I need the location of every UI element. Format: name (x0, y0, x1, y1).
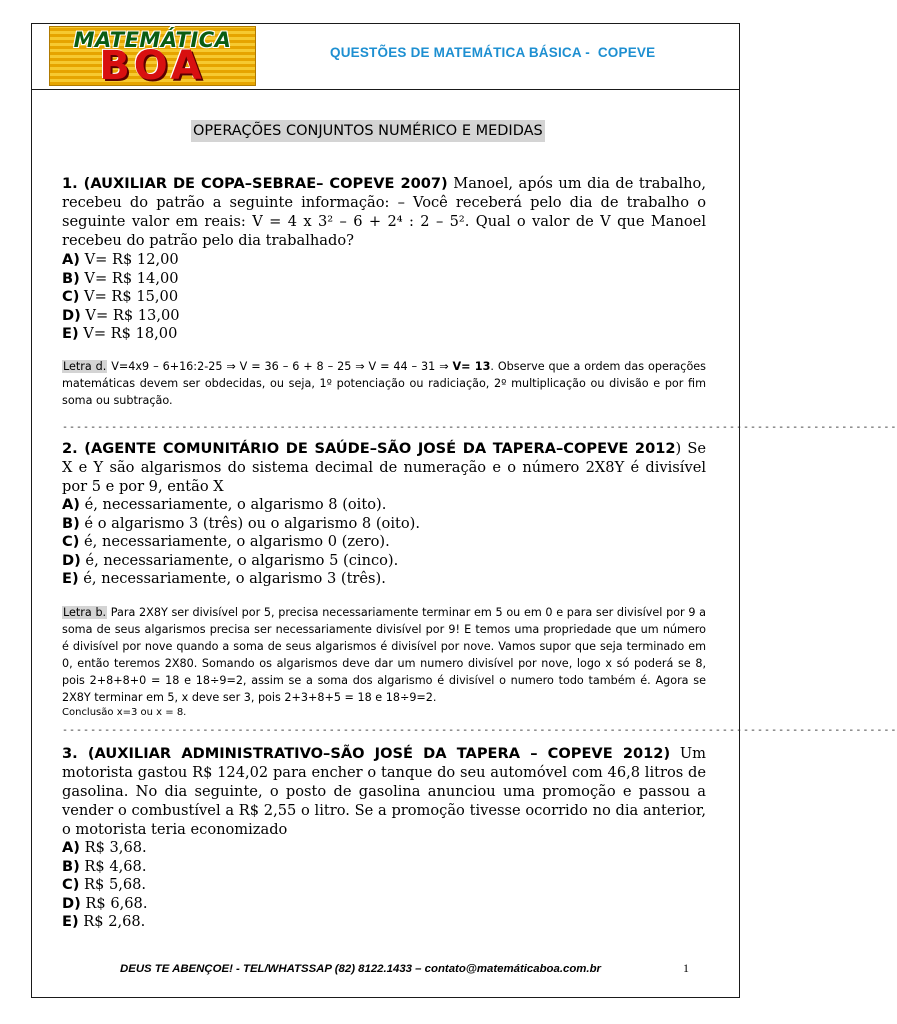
answer-tag: Letra d. (63, 359, 107, 373)
option-b: B) é o algarismo 3 (três) ou o algarismo 8 (oito). (62, 514, 420, 532)
separator-line: ----------------------------------------------------------------------------------------------------------------------- (62, 724, 897, 736)
option-d: D) V= R$ 13,00 (62, 306, 180, 324)
option-c: C) V= R$ 15,00 (62, 288, 179, 306)
question-2-conclusion: Conclusão x=3 ou x = 8. (62, 706, 187, 718)
question-3 (62, 744, 706, 932)
separator-line: ----------------------------------------------------------------------------------------------------------------------- (62, 421, 897, 433)
option-e: E) R$ 2,68. (62, 913, 146, 931)
question-3-statement (62, 744, 706, 839)
option-d: D) R$ 6,68. (62, 894, 148, 912)
document-content (62, 174, 897, 932)
question-1-text: Manoel, após um dia de trabalho, recebeu do patrão a seguinte informação: – Você receberá pelo dia de trabalho o seguinte valor em reais: V = 4 x 3² – 6 + 2⁴ : 2 – 5². Qual o valor de V que Manoel recebeu do patrão pelo dia trabalhado? (62, 175, 706, 249)
option-a: A) R$ 3,68. (62, 838, 147, 856)
option-c: C) R$ 5,68. (62, 876, 147, 894)
option-e: E) é, necessariamente, o algarismo 3 (três). (62, 570, 386, 588)
question-2-answer: Letra b. Para 2X8Y ser divisível por 5, precisa necessariamente terminar em 5 ou em 0 e para ser divisível por 9 a soma de seus algarismos precisa ser necessariamente divisível por 9! E temos uma propriedade que um número é divisível por nove quando a soma de seus algarismos é divisível por nove. Vamos supor que seja terminado em 0, então teremos 2X80. Somando os algarismos deve dar um numero divisível por nove, logo x só poderá se 8, pois 2+8+8+0 = 18 e 18÷9=2, assim se a soma dos algarismo é divisível o numero todo também é. Agora se 2X8Y terminar em 5, x deve ser 3, pois 2+3+8+5 = 18 e 18÷9=2. (62, 605, 706, 704)
matematica-boa-logo (49, 26, 256, 89)
question-1-options (62, 251, 706, 344)
question-3-options (62, 839, 706, 932)
question-1-heading: 1. (AUXILIAR DE COPA–SEBRAE– COPEVE 2007) (62, 175, 448, 192)
question-1-answer: Letra d. V=4x9 – 6+16:2-25 ⇒ V = 36 – 6 + 8 – 25 ⇒ V = 44 – 31 ⇒ V= 13. Observe que a ordem das operações matemáticas devem ser obdecidas, ou seja, 1º potenciação ou radiciação, 2º multiplicação ou divisão e por fim soma ou subtração. (62, 359, 707, 407)
question-1-statement (62, 174, 706, 250)
footer-contact: DEUS TE ABENÇOE! - TEL/WHATSSAP (82) 8122.1433 – contato@matemáticaboa.com.br (120, 963, 601, 975)
question-2-heading: 2. (AGENTE COMUNITÁRIO DE SAÚDE–SÃO JOSÉ DA TAPERA–COPEVE 2012 (62, 439, 676, 457)
header-divider (31, 89, 740, 90)
option-a: A) é, necessariamente, o algarismo 8 (oito). (62, 495, 387, 513)
page-number: 1 (683, 961, 689, 975)
header-title: QUESTÕES DE MATEMÁTICA BÁSICA - COPEVE (330, 45, 656, 60)
option-e: E) V= R$ 18,00 (62, 325, 178, 343)
question-2-statement (62, 439, 706, 496)
option-c: C) é, necessariamente, o algarismo 0 (zero). (62, 533, 390, 551)
option-b: B) R$ 4,68. (62, 857, 147, 875)
question-3-heading: 3. (AUXILIAR ADMINISTRATIVO–SÃO JOSÉ DA TAPERA – COPEVE 2012) (62, 744, 671, 762)
option-b: B) V= R$ 14,00 (62, 269, 179, 287)
page-title: OPERAÇÕES CONJUNTOS NUMÉRICO E MEDIDAS (191, 120, 545, 142)
logo-bottom-text: BOA (99, 43, 206, 89)
question-2-text: ) Se X e Y são algarismos do sistema decimal de numeração e o número 2X8Y é divisível por 5 e por 9, então X (62, 439, 707, 495)
question-1 (62, 174, 706, 409)
question-3-text: Um motorista gastou R$ 124,02 para encher o tanque do seu automóvel com 46,8 litros de gasolina. No dia seguinte, o posto de gasolina anunciou uma promoção e passou a vender o combustível a R$ 2,55 o litro. Se a promoção tivesse ocorrido no dia anterior, o motorista teria economizado (62, 744, 706, 838)
logo-top-text: MATEMÁTICA (73, 28, 232, 52)
option-a: A) V= R$ 12,00 (62, 251, 179, 268)
question-2-options (62, 496, 706, 589)
option-d: D) é, necessariamente, o algarismo 5 (cinco). (62, 551, 399, 569)
answer-tag: Letra b. (63, 605, 107, 619)
question-2 (62, 439, 706, 720)
